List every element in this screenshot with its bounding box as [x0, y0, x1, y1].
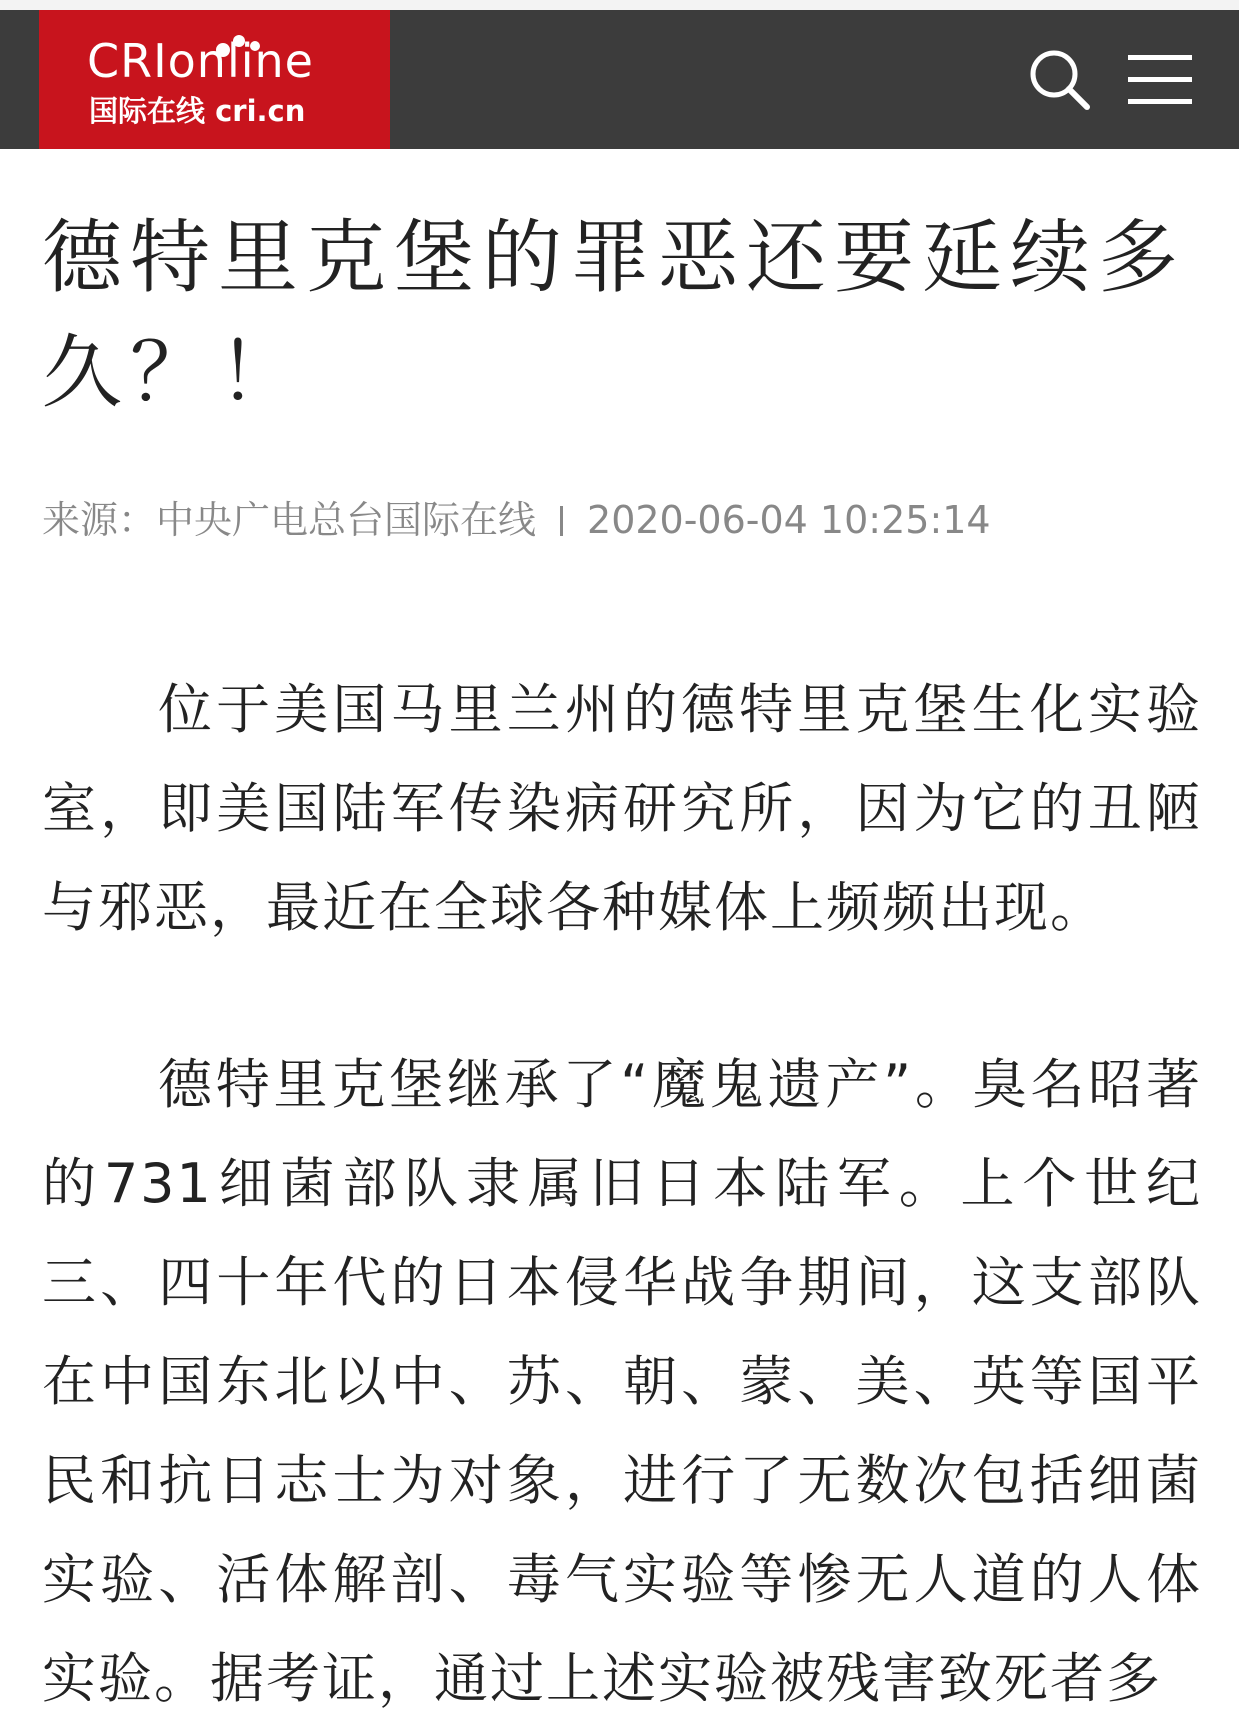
article-title: 德特里克堡的罪恶还要延续多久？！ — [42, 211, 1186, 419]
logo-wordmark: CRIonline — [87, 34, 314, 88]
article-source: 来源：中央广电总台国际在线 — [42, 498, 537, 542]
hamburger-menu-icon — [1125, 45, 1195, 115]
site-logo[interactable] — [39, 10, 390, 149]
article-meta — [42, 496, 991, 544]
article-paragraph: 德特里克堡继承了“魔鬼遗产”。臭名昭著的731细菌部队隶属旧日本陆军。上个世纪三、四十年代的日本侵华战争期间，这支部队在中国东北以中、苏、朝、蒙、美、英等国平民和抗日志士为对象，进行了无数次包括细菌实验、活体解剖、毒气实验等惨无人道的人体实验。据考证，通过上述实验被残害致死者多 — [42, 1053, 1202, 1710]
status-strip — [0, 0, 1239, 10]
article-date: 2020-06-04 10:25:14 — [587, 498, 991, 542]
search-icon — [1025, 45, 1095, 115]
article-paragraph: 位于美国马里兰州的德特里克堡生化实验室，即美国陆军传染病研究所，因为它的丑陋与邪恶，最近在全球各种媒体上频频出现。 — [42, 678, 1202, 939]
meta-divider — [560, 506, 563, 536]
logo-subtitle: 国际在线 cri.cn — [89, 94, 306, 128]
search-button[interactable] — [1025, 45, 1095, 115]
site-header — [0, 10, 1239, 149]
menu-button[interactable] — [1125, 45, 1195, 115]
